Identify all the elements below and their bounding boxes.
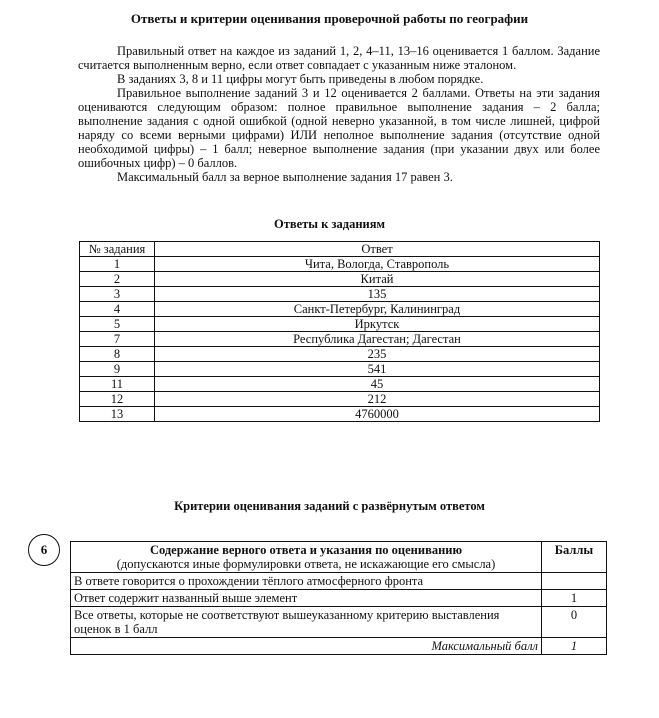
task-number-cell: 11 — [80, 377, 155, 392]
answer-cell: 235 — [155, 347, 600, 362]
table-row — [80, 302, 600, 317]
task-number-cell: 4 — [80, 302, 155, 317]
task-number-cell: 12 — [80, 392, 155, 407]
task-number-cell: 5 — [80, 317, 155, 332]
intro-paragraph: Правильный ответ на каждое из заданий 1, 2, 4–11, 13–16 оценивается 1 баллом. Задание считается выполненным верно, если ответ совпадает с указанным ниже эталоном. — [78, 44, 600, 72]
task-number-cell: 8 — [80, 347, 155, 362]
intro-paragraph: Максимальный балл за верное выполнение задания 17 равен 3. — [117, 170, 453, 184]
criteria-content-header-note: (допускаются иные формулировки ответа, не искажающие его смысла) — [116, 557, 496, 571]
table-row — [80, 332, 600, 347]
answers-section-title: Ответы к заданиям — [273, 217, 386, 231]
task-number-cell: 9 — [80, 362, 155, 377]
answer-cell: Китай — [155, 272, 600, 287]
table-row — [80, 392, 600, 407]
criteria-row-text: Ответ содержит названный выше элемент — [71, 590, 542, 607]
table-row — [80, 347, 600, 362]
intro-paragraph: В заданиях 3, 8 и 11 цифры могут быть приведены в любом порядке. — [117, 72, 484, 86]
criteria-row-score: 1 — [542, 590, 607, 607]
criteria-score-header: Баллы — [542, 542, 607, 573]
table-row — [80, 377, 600, 392]
answer-cell: 541 — [155, 362, 600, 377]
table-row — [80, 272, 600, 287]
task-number-cell: 3 — [80, 287, 155, 302]
intro-text — [78, 44, 600, 184]
answer-cell: 135 — [155, 287, 600, 302]
task-number-cell: 2 — [80, 272, 155, 287]
criteria-row — [71, 590, 607, 607]
answer-cell: 212 — [155, 392, 600, 407]
criteria-section-title: Критерии оценивания заданий с развёрнутым ответом — [174, 499, 485, 513]
table-row — [80, 362, 600, 377]
page-title: Ответы и критерии оценивания проверочной работы по географии — [130, 11, 529, 26]
intro-paragraph: Правильное выполнение заданий 3 и 12 оценивается 2 баллами. Ответы на эти задания оцениваются следующим образом: полное правильное выполнение задания – 2 балла; выполнение задания с одной ошибкой (одной неверно указанной, в том числе лишней, цифрой наряду со всеми верными цифрами) ИЛИ неполное выполнение задания (отсутствие одной необходимой цифры) – 1 балл; неверное выполнение задания (при указании двух или более ошибочных цифр) – 0 баллов. — [78, 86, 600, 170]
answer-cell: 45 — [155, 377, 600, 392]
criteria-row-text: Все ответы, которые не соответствуют вышеуказанному критерию выставления оценок в 1 балл — [71, 607, 542, 638]
task-number-cell: 1 — [80, 257, 155, 272]
answer-cell: 4760000 — [155, 407, 600, 422]
answers-table-body — [80, 257, 600, 422]
table-row — [80, 317, 600, 332]
answer-cell: Санкт-Петербург, Калининград — [155, 302, 600, 317]
criteria-row-score: 0 — [542, 607, 607, 638]
table-row — [80, 407, 600, 422]
task-number-cell: 13 — [80, 407, 155, 422]
answers-table — [79, 241, 600, 422]
criteria-content-header-title: Содержание верного ответа и указания по оцениванию — [149, 543, 463, 557]
answer-cell: Иркутск — [155, 317, 600, 332]
criteria-answer-text: В ответе говорится о прохождении тёплого атмосферного фронта — [71, 573, 542, 590]
table-row — [80, 257, 600, 272]
table-header-row — [80, 242, 600, 257]
criteria-table — [70, 541, 607, 655]
criteria-row — [71, 607, 607, 638]
criteria-max-value: 1 — [542, 638, 607, 655]
task-number-cell: 7 — [80, 332, 155, 347]
criteria-content-header — [71, 542, 542, 573]
criteria-header-row — [71, 542, 607, 573]
column-header-task-number: № задания — [80, 242, 155, 257]
criteria-answer-score-empty — [542, 573, 607, 590]
criteria-answer-row — [71, 573, 607, 590]
table-row — [80, 287, 600, 302]
answer-cell: Республика Дагестан; Дагестан — [155, 332, 600, 347]
task-number-badge: 6 — [28, 534, 60, 566]
criteria-max-row — [71, 638, 607, 655]
column-header-answer: Ответ — [155, 242, 600, 257]
criteria-max-label: Максимальный балл — [71, 638, 542, 655]
answer-cell: Чита, Вологда, Ставрополь — [155, 257, 600, 272]
